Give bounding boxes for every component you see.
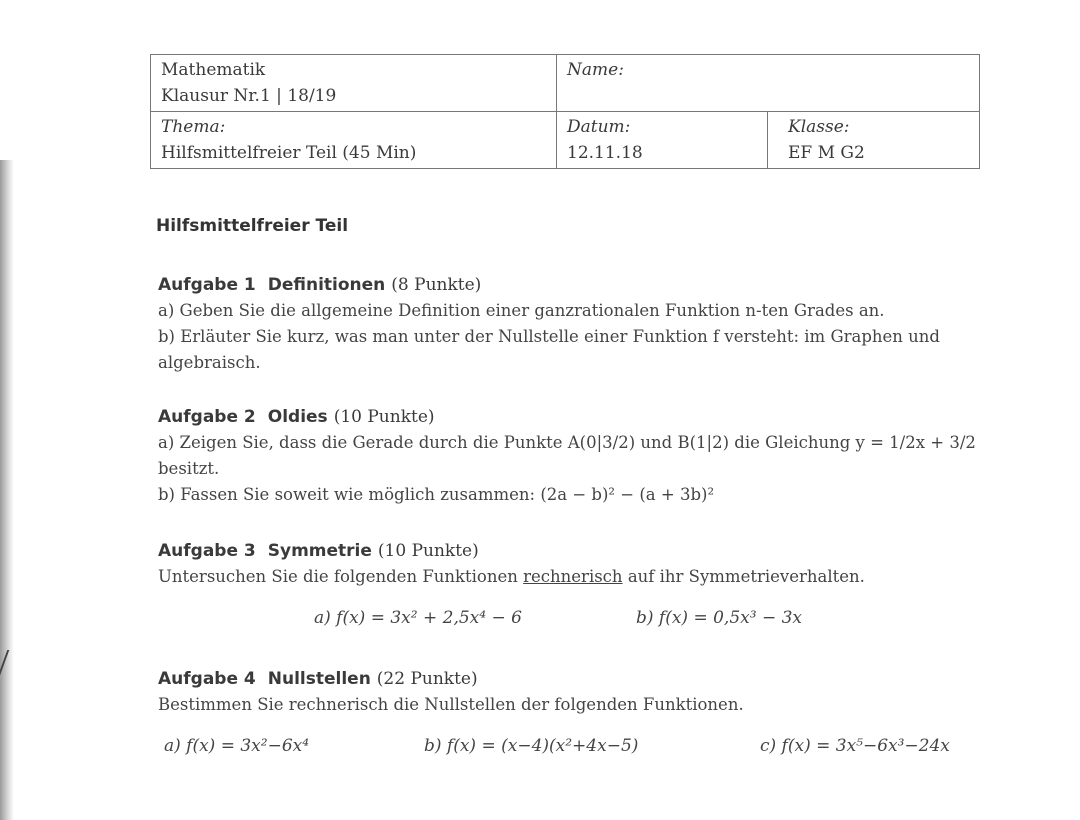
task-3-formula-b: b) f(x) = 0,5x³ − 3x — [636, 608, 803, 628]
task-4-number: Aufgabe 4 — [158, 669, 256, 689]
topic-label: Thema: — [161, 117, 226, 137]
task-3-text-start: Untersuchen Sie die folgenden Funktionen — [158, 567, 518, 586]
task-3-title: Symmetrie — [267, 541, 372, 561]
name-label: Name: — [567, 60, 624, 80]
task-3-formula-a: a) f(x) = 3x² + 2,5x⁴ − 6 — [314, 608, 522, 628]
task-3-text-end: auf ihr Symmetrieverhalten. — [627, 567, 865, 586]
task-4-title: Nullstellen — [267, 669, 371, 689]
pen-mark — [0, 650, 27, 690]
subject-text: Mathematik — [161, 60, 266, 80]
task-2 — [158, 404, 978, 508]
exam-text: Klausur Nr.1 | 18/19 — [161, 86, 337, 106]
class-cell — [768, 112, 980, 169]
task-3 — [158, 538, 978, 590]
task-2-points: (10 Punkte) — [333, 407, 435, 427]
task-1-heading — [158, 272, 978, 298]
topic-cell — [151, 112, 557, 169]
class-value: EF M G2 — [788, 143, 865, 163]
date-cell — [557, 112, 768, 169]
task-4-instruction: Bestimmen Sie rechnerisch die Nullstellen der folgenden Funktionen. — [158, 695, 744, 714]
name-cell — [557, 55, 980, 112]
page-edge-shadow — [0, 160, 14, 820]
class-label: Klasse: — [788, 117, 850, 137]
task-1-line-a: a) Geben Sie die allgemeine Definition einer ganzrationalen Funktion n-ten Grades an. — [158, 301, 885, 320]
task-4-points: (22 Punkte) — [376, 669, 478, 689]
task-4-formula-c: c) f(x) = 3x⁵−6x³−24x — [760, 736, 950, 756]
task-4-formula-a: a) f(x) = 3x²−6x⁴ — [164, 736, 310, 756]
task-2-line-a: a) Zeigen Sie, dass die Gerade durch die Punkte A(0|3/2) und B(1|2) die Gleichung y = 1/2x + 3/2 — [158, 433, 976, 452]
task-4 — [158, 666, 978, 718]
page-title: Hilfsmittelfreier Teil — [156, 216, 349, 236]
task-3-number: Aufgabe 3 — [158, 541, 256, 561]
task-1 — [158, 272, 978, 376]
date-label: Datum: — [567, 117, 631, 137]
topic-value: Hilfsmittelfreier Teil (45 Min) — [161, 143, 417, 163]
task-2-line-b: besitzt. — [158, 459, 220, 478]
task-3-underlined-word: rechnerisch — [523, 567, 623, 586]
task-2-heading — [158, 404, 978, 430]
task-1-title: Definitionen — [267, 275, 386, 295]
task-1-number: Aufgabe 1 — [158, 275, 256, 295]
task-4-formula-b: b) f(x) = (x−4)(x²+4x−5) — [424, 736, 639, 756]
task-1-line-b: b) Erläuter Sie kurz, was man unter der Nullstelle einer Funktion f versteht: im Graphen und — [158, 327, 940, 346]
task-3-instruction — [158, 564, 978, 590]
exam-header-table — [150, 54, 980, 169]
task-2-line-c: b) Fassen Sie soweit wie möglich zusammen: (2a − b)² − (a + 3b)² — [158, 485, 715, 504]
task-4-heading — [158, 666, 978, 692]
task-2-number: Aufgabe 2 — [158, 407, 256, 427]
date-value: 12.11.18 — [567, 143, 643, 163]
subject-cell — [151, 55, 557, 112]
task-3-points: (10 Punkte) — [377, 541, 479, 561]
task-3-heading — [158, 538, 978, 564]
task-1-points: (8 Punkte) — [391, 275, 482, 295]
task-2-title: Oldies — [267, 407, 328, 427]
task-1-line-c: algebraisch. — [158, 353, 261, 372]
